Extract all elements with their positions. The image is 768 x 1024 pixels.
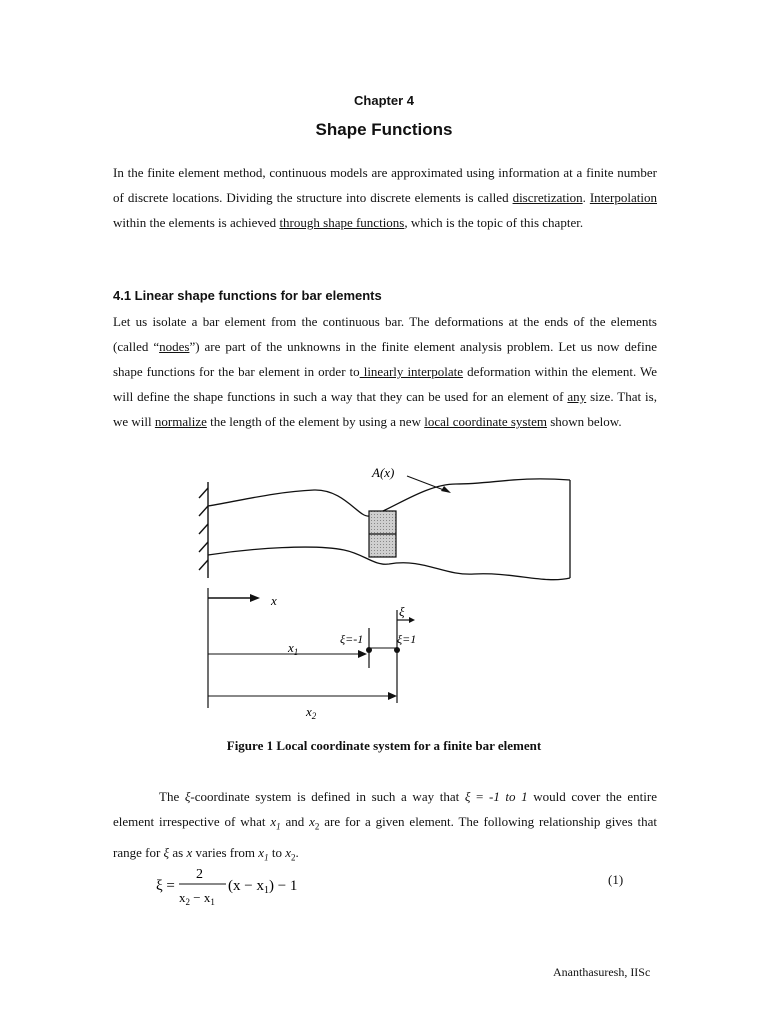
svg-text:(x − x1) − 1: $(x - x_1) - 1$ [228, 878, 298, 896]
wall-support [199, 482, 208, 578]
equation-number: (1) [608, 872, 624, 887]
term-nodes: nodes [159, 339, 190, 354]
node-xi-minus [366, 647, 372, 653]
intro-paragraph: In the finite element method, continuous models are approximated using information at a finite number of discrete locations. Dividing the structure into discrete elements is called discretization. Interpolation within the elements is achieved through shape functions, which is the topic of this chapter. [113, 165, 657, 230]
x2-label: $x_2$ [306, 704, 317, 721]
x1-label: $x_1$ [288, 640, 299, 657]
chapter-title: Shape Functions [315, 120, 453, 139]
term-normalize: normalize [154, 414, 207, 429]
svg-text:2: 2 [196, 867, 203, 882]
area-label: A(x) [372, 465, 395, 480]
bar-element-figure [194, 465, 578, 733]
svg-text:ξ =: ξ = [156, 878, 175, 894]
area-pointer-arrowhead [441, 486, 451, 493]
term-any: any [567, 389, 587, 404]
xi-plus-label: ξ=1 [397, 632, 417, 646]
term-linearly-interpolate: linearly interpolate [359, 364, 464, 379]
xi-paragraph: The ξ-coordinate system is defined in such a way that ξ = -1 to 1 would cover the entire element irrespective of what $x_1$ and $x_2$ are for a given element. The following relationship gives that range for ξ as x varies from $x_1$ to $x_2$. [113, 789, 657, 863]
xi-minus-label: ξ=-1 [340, 632, 364, 646]
term-discretization: discretization [512, 190, 583, 205]
equation-1 [156, 860, 656, 910]
term-shape-functions: through shape functions [279, 215, 405, 230]
term-interpolation: Interpolation [589, 190, 657, 205]
xi-axis-label: ξ [399, 604, 405, 619]
svg-text:x2 − x1: $x_2 - x_1$ [179, 890, 215, 907]
term-local-coordinate-system: local coordinate system [424, 414, 547, 429]
chapter-label: Chapter 4 [354, 93, 414, 108]
node-xi-plus [394, 647, 400, 653]
section-heading: 4.1 Linear shape functions for bar elements [113, 288, 382, 303]
x-axis-label: x [271, 593, 277, 608]
section-paragraph: Let us isolate a bar element from the continuous bar. The deformations at the ends of the elements (called “nodes”) are part of the unknowns in the finite element analysis problem. Let us now define shape functions for the bar element in order to linearly interpolate deformation within the element. We will define the shape functions in such a way that they can be used for an element of any size. That is, we will normalize the length of the element by using a new local coordinate system shown below. [113, 314, 657, 429]
page-footer: Ananthasuresh, IISc [553, 965, 651, 979]
figure-caption: Figure 1 Local coordinate system for a finite bar element [226, 738, 542, 753]
